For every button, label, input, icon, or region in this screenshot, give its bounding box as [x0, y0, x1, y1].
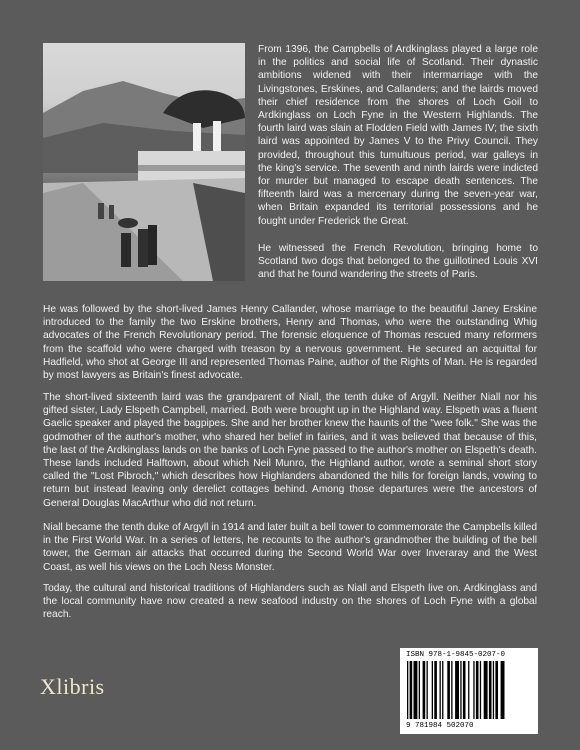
- isbn-barcode: [400, 648, 538, 734]
- french-revolution-paragraph: He witnessed the French Revolution, bringing home to Scotland two dogs that belonged to the guillotined Louis XVI and that he found wandering the streets of Paris.: [258, 243, 538, 281]
- callander-paragraph: He was followed by the short-lived James Henry Callander, whose marriage to the beautiful Janey Erskine introduced to the family the two Erskine brothers, Henry and Thomas, who were the outstanding Whig advocates of the French Revolutionary period. The forensic eloquence of Thomas rescued many reformers from the scaffold who were charged with treason by a nervous government. He secured an acquittal for Hadfield, who shot at George III and represented Thomas Paine, author of the Rights of Man. He is regarded by most lawyers as Britain's finest advocate.: [43, 304, 537, 382]
- traditions-paragraph: Today, the cultural and historical traditions of Highlanders such as Niall and Elspeth live on. Ardkinglass and the local community have now created a new seafood industry on the shores of Loch Fyne with a global reach.: [43, 583, 537, 621]
- barcode-bars: [406, 661, 532, 719]
- intro-paragraph: From 1396, the Campbells of Ardkinglass played a large role in the politics and social life of Scotland. Their dynastic ambitions widened with their intermarriage with the Livingstones, Erskines, and Callanders; and the lairds moved their chief residence from the shores of Loch Goil to Ardkinglass on Loch Fyne in the Western Highlands. The fourth laird was slain at Flodden Field with James IV; the sixth laird was appointed by James V to the Privy Council. They provided, throughout this tumultuous period, war galleys in the king's service. The seventh and ninth lairds were indicted for murder but managed to escape death sentences. The fifteenth laird was a mercenary during the seven-year war, when Britain expanded its territorial possessions and he fought under Frederick the Great.: [258, 44, 538, 227]
- tenth-duke-paragraph: Niall became the tenth duke of Argyll in 1914 and later built a bell tower to commemorate the Campbells killed in the First World War. In a series of letters, he recounts to the author's grandmother the building of the bell tower, the German air attacks that occurred during the Second World War over Inveraray and the West Coast, as well his views on the Loch Ness Monster.: [43, 522, 537, 573]
- sixteenth-laird-paragraph: The short-lived sixteenth laird was the grandparent of Niall, the tenth duke of Argyll. Neither Niall nor his gifted sister, Lady Elspeth Campbell, married. Both were brought up in the Highland way. Elspeth was a fluent Gaelic speaker and played the bagpipes. She and her brother knew the haunts of the "wee folk." She was the godmother of the author's mother, who shared her belief in fairies, and it was believed that because of this, the last of the Ardkinglass lands on the banks of Loch Fyne passed to the author's mother on Elspeth's death. These lands included Halftown, about which Neil Munro, the Highland author, wrote a seminal short story called the "Lost Pibroch," which describes how Highlanders abandoned the hills for foreign lands, vowing to return but instead leaving only derelict cottages behind. Among those departures were the ancestors of General Douglas MacArthur who did not return.: [43, 392, 537, 509]
- publisher-logo: Xlibris: [40, 674, 105, 699]
- barcode-number: 9 781984 502070: [406, 722, 474, 730]
- isbn-text: ISBN 978-1-9845-0207-0: [406, 651, 506, 659]
- historic-pier-photo: [43, 43, 245, 281]
